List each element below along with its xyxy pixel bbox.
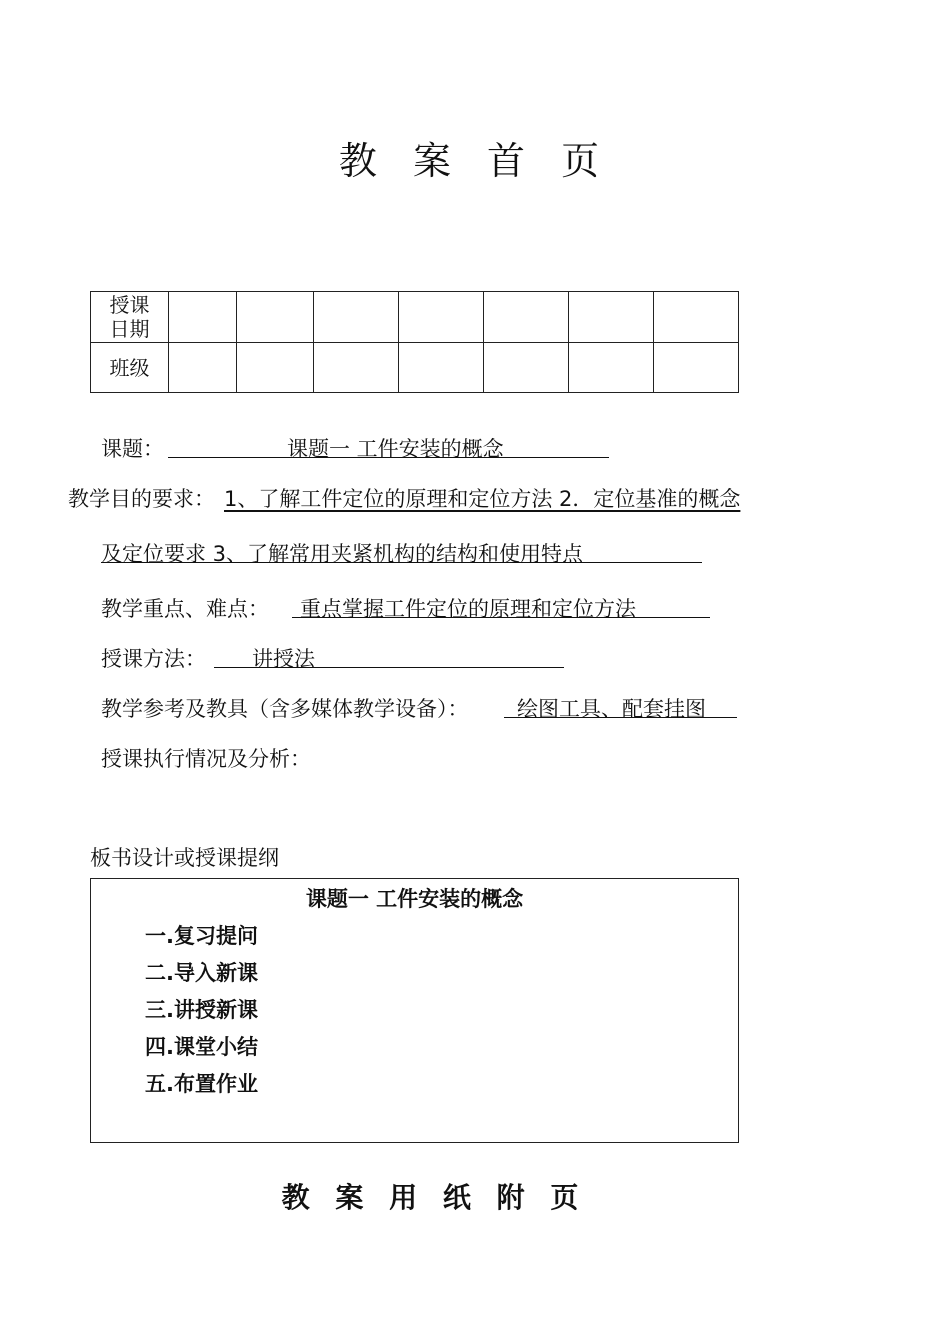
outline-box bbox=[90, 878, 739, 1143]
schedule-cell bbox=[169, 292, 237, 343]
schedule-table bbox=[90, 291, 739, 393]
schedule-cell bbox=[569, 343, 654, 393]
schedule-row-class bbox=[91, 343, 739, 393]
schedule-cell bbox=[237, 292, 314, 343]
schedule-header-date-line2: 日期 bbox=[109, 317, 150, 341]
schedule-cell bbox=[654, 343, 739, 393]
objectives-line1: 1、了解工件定位的原理和定位方法 2．定位基准的概念 bbox=[224, 487, 741, 511]
schedule-row-date bbox=[91, 292, 739, 343]
outline-title: 课题一 工件安装的概念 bbox=[305, 887, 524, 911]
key-points-value: 重点掌握工件定位的原理和定位方法 bbox=[300, 597, 636, 621]
key-points-label: 教学重点、难点： bbox=[101, 597, 269, 621]
outline-item: 二.导入新课 bbox=[145, 961, 258, 985]
schedule-cell bbox=[484, 292, 569, 343]
schedule-cell bbox=[314, 292, 399, 343]
schedule-cell bbox=[237, 343, 314, 393]
schedule-header-date bbox=[91, 292, 169, 343]
references-value: 绘图工具、配套挂图 bbox=[517, 697, 706, 721]
schedule-cell bbox=[169, 343, 237, 393]
schedule-header-class: 班级 bbox=[91, 343, 169, 393]
references-label: 教学参考及教具（含多媒体教学设备）： bbox=[101, 697, 469, 721]
outline-item: 五.布置作业 bbox=[145, 1072, 258, 1096]
schedule-cell bbox=[654, 292, 739, 343]
footer-title: 教 案 用 纸 附 页 bbox=[281, 1181, 587, 1214]
topic-value: 课题一 工件安装的概念 bbox=[287, 437, 504, 461]
schedule-header-date-line1: 授课 bbox=[109, 293, 150, 317]
schedule-cell bbox=[314, 343, 399, 393]
schedule-cell bbox=[399, 343, 484, 393]
method-label: 授课方法： bbox=[101, 647, 206, 671]
schedule-cell bbox=[569, 292, 654, 343]
outline-item: 四.课堂小结 bbox=[145, 1035, 258, 1059]
objectives-line2: 及定位要求 3、了解常用夹紧机构的结构和使用特点 bbox=[101, 542, 584, 566]
outline-label: 板书设计或授课提纲 bbox=[90, 846, 279, 870]
topic-label: 课题： bbox=[101, 437, 164, 461]
outline-item: 三.讲授新课 bbox=[145, 998, 258, 1022]
execution-label: 授课执行情况及分析： bbox=[101, 747, 311, 771]
outline-item: 一.复习提问 bbox=[145, 924, 258, 948]
schedule-cell bbox=[484, 343, 569, 393]
method-value: 讲授法 bbox=[252, 647, 315, 671]
schedule-cell bbox=[399, 292, 484, 343]
page-title: 教 案 首 页 bbox=[338, 139, 612, 183]
objectives-label: 教学目的要求： bbox=[68, 487, 215, 511]
